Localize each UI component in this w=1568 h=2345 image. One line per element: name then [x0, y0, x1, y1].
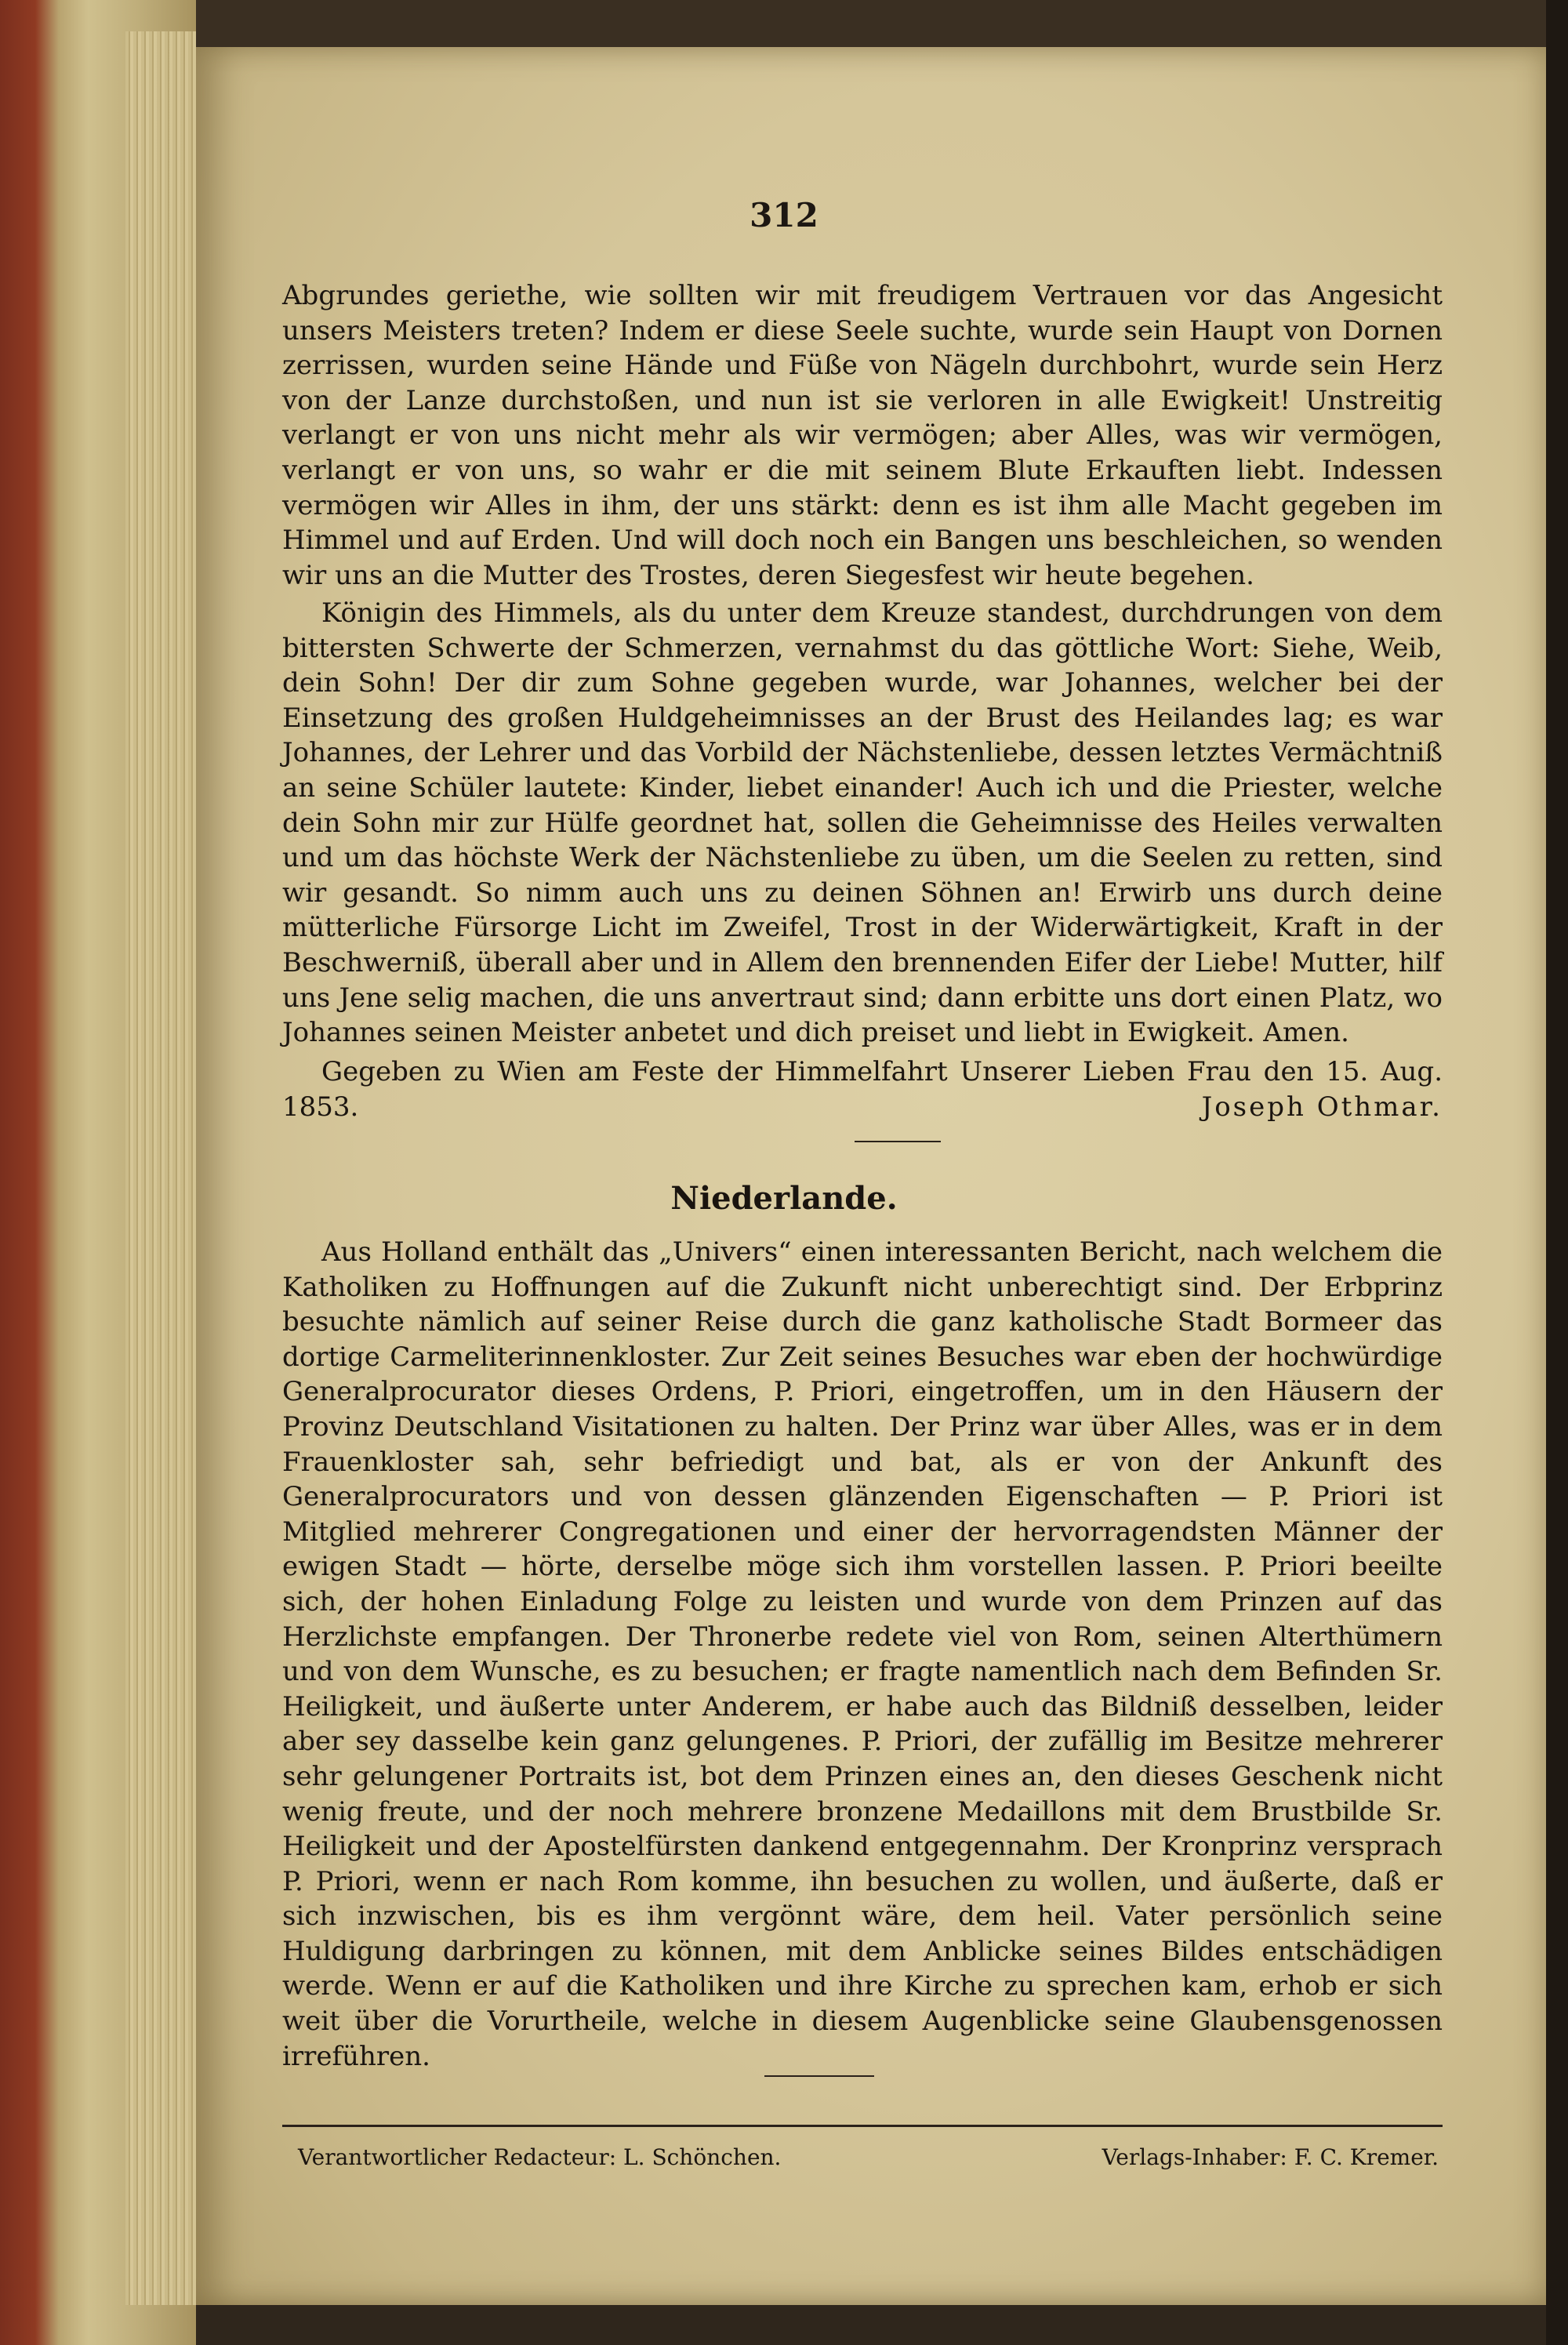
footer-rule — [282, 2125, 1443, 2127]
prayer-paragraph: Königin des Himmels, als du unter dem Kreuze standest, durchdrungen von dem bittersten Schwerte der Schmerzen, vernahmst du das göttliche Wort: Siehe, Weib, dein Sohn! Der dir zum Sohne gegeben wurde, war Johannes, welcher bei der Einsetzung des großen Huldgeheimnisses an der Brust des Heilandes lag; es war Johannes, der Lehrer und das Vorbild der Nächstenliebe, dessen letztes Vermächtniß an seine Schüler lautete: Kinder, liebet einander! Auch ich und die Priester, welche dein Sohn mir zur Hülfe geordnet hat, sollen die Geheimnisse des Heiles verwalten und um das höchste Werk der Nächstenliebe zu üben, um die Seelen zu retten, sind wir gesandt. So nimm auch uns zu deinen Söhnen an! Erwirb uns durch deine mütterliche Fürsorge Licht im Zweifel, Trost in der Widerwärtigkeit, Kraft in der Beschwerniß, überall aber und in Allem den brennenden Eifer der Liebe! Mutter, hilf uns Jene selig machen, die uns anvertraut sind; dann erbitte uns dort einen Platz, wo Johannes seinen Meister anbetet und dich preiset und liebt in Ewigkeit. Amen. — [282, 597, 1443, 1049]
section-divider — [855, 1141, 941, 1142]
end-divider — [764, 2075, 874, 2077]
continued-paragraph: Abgrundes geriethe, wie sollten wir mit freudigem Vertrauen vor das Angesicht unsers Meisters treten? Indem er diese Seele suchte, wurde sein Haupt von Dornen zerrissen, wurden seine Hände und Füße von Nägeln durchbohrt, wurde sein Herz von der Lanze durchstoßen, und nun ist sie verloren in alle Ewigkeit! Unstreitig verlangt er von uns nicht mehr als wir vermögen; aber Alles, was wir vermögen, verlangt er von uns, so wahr er die mit seinem Blute Erkauften liebt. Indessen vermögen wir Alles in ihm, der uns stärkt: denn es ist ihm alle Macht gegeben im Himmel und auf Erden. Und will doch noch ein Bangen uns beschleichen, so wenden wir uns an die Mutter des Trostes, deren Siegesfest wir heute begehen. — [282, 280, 1443, 591]
section-heading: Niederlande. — [670, 1180, 898, 1217]
footer-publisher: Verlags-Inhaber: F. C. Kremer. — [1102, 2144, 1439, 2170]
page-number: 312 — [750, 196, 818, 234]
dateline: Gegeben zu Wien am Feste der Himmelfahrt Unserer Lieben Frau den 15. Aug. 1853. — [282, 1056, 1443, 1123]
signature: Joseph Othmar. — [1201, 1091, 1443, 1123]
top-background — [196, 0, 1546, 47]
footer-editor: Verantwortlicher Redacteur: L. Schönchen. — [298, 2144, 782, 2170]
article-paragraph: Aus Holland enthält das „Univers“ einen interessanten Bericht, nach welchem die Katholiken zu Hoffnungen auf die Zukunft nicht unberechtigt sind. Der Erbprinz besuchte nämlich auf seiner Reise durch die ganz katholische Stadt Bormeer das dortige Carmeliterinnenkloster. Zur Zeit seines Besuches war eben der hochwürdige Generalprocurator dieses Ordens, P. Priori, eingetroffen, um in den Häusern der Provinz Deutschland Visitationen zu halten. Der Prinz war über Alles, was er in dem Frauenkloster sah, sehr befriedigt und bat, als er von der Ankunft des Generalprocurators und von dessen glänzenden Eigenschaften — P. Priori ist Mitglied mehrerer Congregationen und einer der hervorragendsten Männer der ewigen Stadt — hörte, derselbe möge sich ihm vorstellen lassen. P. Priori beeilte sich, der hohen Einladung Folge zu leisten und wurde von dem Prinzen auf das Herzlichste empfangen. Der Thronerbe redete viel von Rom, seinen Alterthümern und von dem Wunsche, es zu besuchen; er fragte namentlich nach dem Befinden Sr. Heiligkeit, und äußerte unter Anderem, er habe auch das Bildniß desselben, leider aber sey dasselbe kein ganz gelungenes. P. Priori, der zufällig im Besitze mehrerer sehr gelungener Portraits ist, bot dem Prinzen eines an, den dieses Geschenk nicht wenig freute, und der noch mehrere bronzene Medaillons mit dem Brustbilde Sr. Heiligkeit und der Apostelfürsten dankend entgegennahm. Der Kronprinz versprach P. Priori, wenn er nach Rom komme, ihn besuchen zu wollen, und äußerte, daß er sich inzwischen, bis es ihm vergönnt wäre, dem heil. Vater persönlich seine Huldigung darbringen zu können, mit dem Anblicke seines Bildes entschädigen werde. Wenn er auf die Katholiken und ihre Kirche zu sprechen kam, erhob er sich weit über die Vorurtheile, welche in diesem Augenblicke seine Glaubensgenossen irreführen. — [282, 1236, 1443, 2072]
right-background — [1546, 0, 1568, 2345]
